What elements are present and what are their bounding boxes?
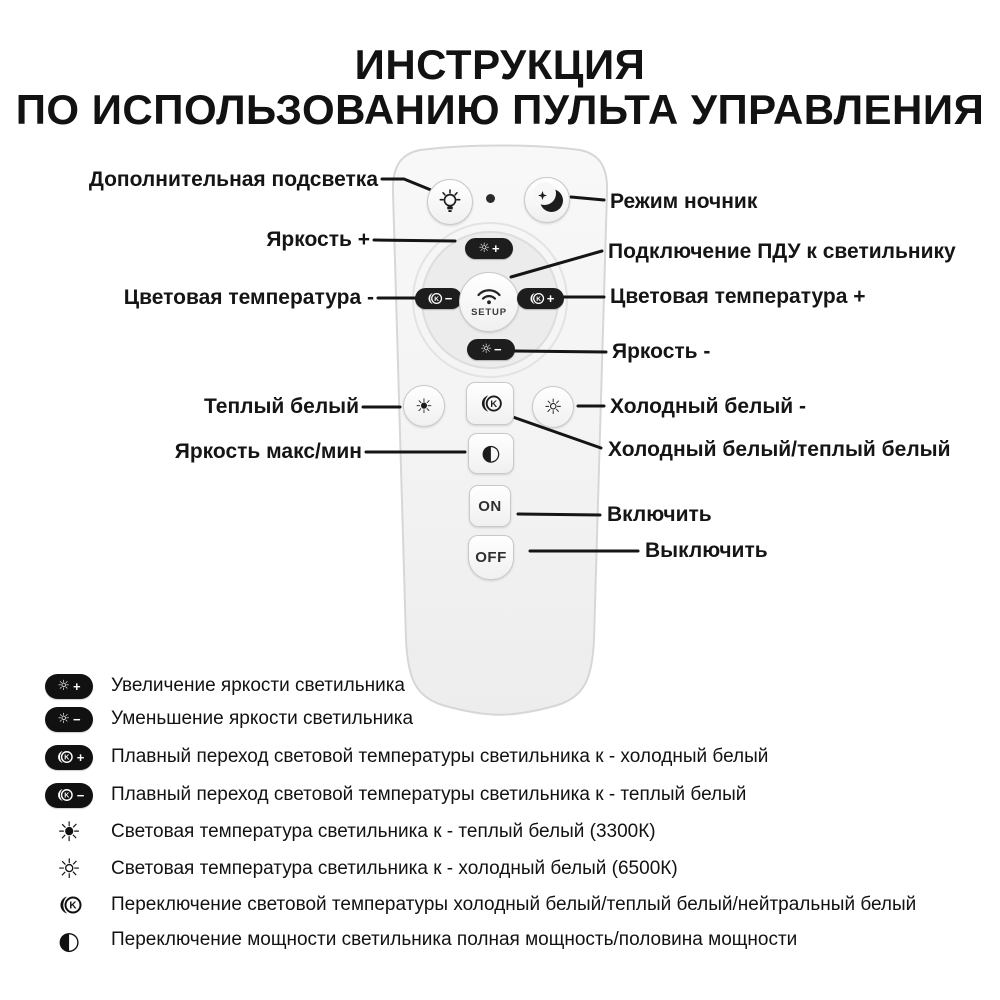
colortemp-icon (527, 292, 545, 305)
legend-row (40, 741, 768, 773)
legend-text: Переключение мощности светильника полная мощность/половина мощности (111, 929, 798, 950)
legend-text: Уменьшение яркости светильника (111, 708, 414, 729)
brightness-minus-icon (45, 707, 93, 732)
legend-text: Плавный переход световой температуры светильника к - теплый белый (111, 784, 747, 805)
cold-white-button[interactable] (532, 386, 574, 428)
callout-setup: Подключение ПДУ к светильнику (608, 240, 956, 263)
wifi-icon (476, 287, 502, 305)
setup-label: SETUP (471, 306, 507, 318)
power-toggle-icon: ◐ (481, 440, 501, 466)
brightness-plus-icon (45, 674, 93, 699)
page-title-line1: ИНСТРУКЦИЯ (354, 41, 646, 88)
plus-sign: + (76, 749, 85, 765)
legend-row (40, 924, 797, 956)
callout-brightness-minus: Яркость - (612, 340, 711, 363)
page-title (0, 42, 1000, 133)
colortemp-plus-button[interactable] (517, 288, 564, 309)
legend-text: Световая температура светильника к - холодный белый (6500К) (111, 858, 678, 879)
callout-colortemp-plus: Цветовая температура + (610, 285, 866, 308)
setup-button[interactable] (459, 272, 519, 332)
ir-led-dot (486, 194, 495, 203)
power-toggle-button[interactable] (468, 433, 514, 474)
additional-light-button[interactable] (427, 179, 473, 225)
legend-row (40, 703, 413, 735)
callout-cold-warm-toggle: Холодный белый/теплый белый (608, 438, 951, 461)
callout-night-mode: Режим ночник (610, 190, 758, 213)
power-toggle-icon: ◐ (58, 925, 80, 955)
minus-sign: − (494, 342, 502, 357)
legend-row (40, 853, 678, 885)
callout-warm-white: Теплый белый (204, 395, 359, 418)
warm-white-sun-icon: ☀ (415, 394, 433, 418)
minus-sign: − (76, 787, 85, 803)
brightness-plus-button[interactable] (465, 238, 513, 259)
colortemp-toggle-icon (55, 895, 83, 915)
legend-text: Увеличение яркости светильника (111, 675, 405, 696)
legend-row (40, 889, 916, 921)
night-mode-button[interactable] (524, 177, 570, 223)
colortemp-icon (54, 750, 74, 764)
callout-cold-white: Холодный белый - (610, 395, 807, 418)
callout-colortemp-minus: Цветовая температура - (123, 286, 374, 309)
callout-brightness-maxmin: Яркость макс/мин (174, 440, 362, 463)
cold-white-sun-icon: ☼ (56, 853, 82, 885)
off-button[interactable] (468, 535, 514, 580)
cold-white-sun-icon: ☼ (543, 394, 563, 419)
minus-sign: − (444, 291, 453, 306)
colortemp-toggle-icon (477, 394, 503, 413)
legend-text: Плавный переход световой температуры светильника к - холодный белый (111, 746, 769, 767)
remote-shell (393, 146, 607, 715)
plus-sign: + (72, 678, 81, 694)
colortemp-plus-icon (45, 745, 93, 770)
page-title-line2: ПО ИСПОЛЬЗОВАНИЮ ПУЛЬТА УПРАВЛЕНИЯ (15, 86, 985, 134)
star-icon (538, 191, 547, 200)
sun-icon: ☼ (57, 711, 70, 727)
legend-row (40, 816, 656, 848)
legend-row (40, 670, 405, 702)
callout-additional-light: Дополнительная подсветка (88, 168, 378, 191)
warm-white-sun-icon: ☀ (56, 816, 82, 848)
plus-sign: + (492, 241, 500, 256)
legend-row (40, 779, 746, 811)
warm-white-button[interactable] (403, 385, 445, 427)
bulb-icon (438, 189, 462, 215)
plus-sign: + (546, 291, 555, 306)
sun-icon: ☼ (478, 241, 491, 256)
callout-off: Выключить (645, 539, 768, 562)
colortemp-minus-icon (45, 783, 93, 808)
legend-text: Световая температура светильника к - теплый белый (3300К) (111, 821, 656, 842)
on-label: ON (478, 497, 502, 515)
on-button[interactable] (469, 485, 511, 527)
colortemp-icon (425, 292, 443, 305)
off-label: OFF (475, 549, 507, 566)
callout-on: Включить (607, 503, 712, 526)
callout-brightness-plus: Яркость + (266, 228, 370, 251)
brightness-minus-button[interactable] (467, 339, 515, 360)
sun-icon: ☼ (480, 342, 493, 357)
colortemp-icon (54, 788, 74, 802)
colortemp-toggle-button[interactable] (466, 382, 514, 425)
sun-icon: ☼ (57, 678, 70, 694)
legend-text: Переключение световой температуры холодный белый/теплый белый/нейтральный белый (111, 894, 917, 915)
minus-sign: − (72, 711, 81, 727)
colortemp-minus-button[interactable] (415, 288, 462, 309)
